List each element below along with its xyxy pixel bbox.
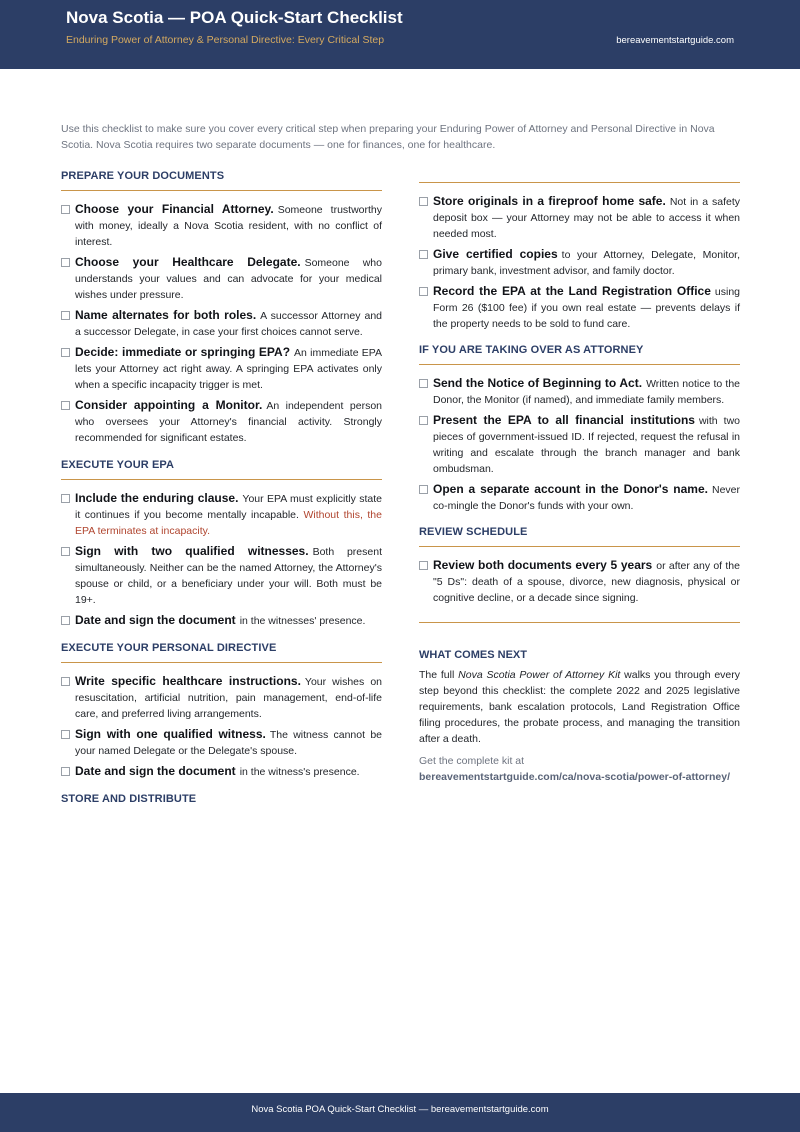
- page-title: Nova Scotia — POA Quick-Start Checklist: [66, 8, 403, 27]
- checklist-item-text: Both present simultaneously. Neither can be the named Attorney, the Attorney's spouse or child, or a beneficiary under your will. Both must be 19+.: [75, 546, 382, 606]
- checklist-item: [419, 412, 740, 477]
- checklist-item: [419, 283, 740, 332]
- right-column: [419, 170, 740, 785]
- checkbox-icon[interactable]: [61, 311, 70, 320]
- checklist-item-heading: Include the enduring clause.: [75, 491, 239, 505]
- next-body: [419, 667, 740, 747]
- checkbox-icon[interactable]: [61, 348, 70, 357]
- checklist-item-text: Written notice to the Donor, the Monitor (if named), and immediate family members.: [433, 378, 740, 406]
- kit-label: Get the complete kit at: [419, 755, 525, 767]
- checkbox-icon[interactable]: [61, 258, 70, 267]
- next-body-post: walks you through every step beyond this checklist: the complete 2022 and 2025 legislative requirements, bank escalation protocols, Land Registration Office filing procedures, the probate process, and managing the transition after a death.: [419, 669, 741, 745]
- checklist-item-heading: Choose your Healthcare Delegate.: [75, 255, 301, 269]
- checkbox-icon[interactable]: [419, 416, 428, 425]
- checklist-item-heading: Record the EPA at the Land Registration Office: [433, 284, 711, 298]
- checklist-item: [61, 673, 382, 722]
- section-title-next: WHAT COMES NEXT: [419, 649, 527, 661]
- checklist-store: [419, 193, 740, 332]
- section-title-prepare: PREPARE YOUR DOCUMENTS: [61, 170, 225, 182]
- footer-text: Nova Scotia POA Quick-Start Checklist — bereavementstartguide.com: [251, 1104, 549, 1115]
- checklist-item-heading: Give certified copies: [433, 247, 558, 261]
- checklist-item-heading: Date and sign the document: [75, 764, 236, 778]
- checkbox-icon[interactable]: [61, 401, 70, 410]
- checklist-item-heading: Present the EPA to all financial institutions: [433, 413, 695, 427]
- checklist-item-text: with two pieces of government-issued ID. If rejected, request the refusal in writing and escalate through the branch manager and bank ombudsman.: [433, 415, 740, 475]
- checklist-item-text: An independent person who oversees your Attorney's financial activity. Strongly recommended for significant estates.: [75, 400, 382, 444]
- checklist-item: [419, 375, 740, 408]
- checkbox-icon[interactable]: [419, 379, 428, 388]
- checklist-item: [61, 307, 382, 340]
- page-subtitle: Enduring Power of Attorney & Personal Directive: Every Critical Step: [66, 34, 385, 46]
- checklist-item-text: Your EPA must explicitly state it continues if you become mentally incapable.: [75, 493, 383, 521]
- intro-paragraph: Use this checklist to make sure you cover every critical step when preparing your Enduring Power of Attorney and Personal Directive in Nova Scotia. Nova Scotia requires two separate documents — one for finances, one for healthcare.: [61, 123, 715, 151]
- next-divider: [419, 622, 740, 623]
- kit-name: Nova Scotia Power of Attorney Kit: [458, 669, 621, 681]
- checklist-item-heading: Open a separate account in the Donor's name.: [433, 482, 708, 496]
- checklist-item-heading: Sign with two qualified witnesses.: [75, 544, 309, 558]
- section-divider: [61, 479, 382, 480]
- checklist-item-text: using Form 26 ($100 fee) if you own real estate — prevents delays if the property needs to be sold to fund care.: [433, 286, 740, 330]
- checklist-item: [61, 490, 382, 539]
- checklist-item-text: Your wishes on resuscitation, artificial nutrition, pain management, end-of-life care, and preferred living arrangements.: [75, 676, 382, 720]
- checklist-item-heading: Sign with one qualified witness.: [75, 727, 266, 741]
- page-header: [0, 0, 800, 69]
- checklist-item-text: Someone who understands your values and can advocate for your medical wishes under pressure.: [75, 257, 382, 301]
- checklist-item-heading: Store originals in a fireproof home safe.: [433, 194, 666, 208]
- section-title-store: STORE AND DISTRIBUTE: [61, 793, 197, 805]
- checkbox-icon[interactable]: [419, 250, 428, 259]
- checklist-item-text: Not in a safety deposit box — your Attorney may not be able to access it when needed most.: [433, 196, 740, 240]
- section-title-execute-pd: EXECUTE YOUR PERSONAL DIRECTIVE: [61, 642, 277, 654]
- checkbox-icon[interactable]: [61, 677, 70, 686]
- checklist-item-heading: Choose your Financial Attorney.: [75, 202, 274, 216]
- next-body-pre: The full: [419, 669, 455, 681]
- checklist-item: [61, 726, 382, 759]
- checklist-item: [61, 612, 382, 629]
- checklist-item-heading: Review both documents every 5 years: [433, 558, 653, 572]
- checklist-review: [419, 557, 740, 606]
- checklist-item-heading: Name alternates for both roles.: [75, 308, 257, 322]
- section-title-taking-over: IF YOU ARE TAKING OVER AS ATTORNEY: [419, 344, 644, 356]
- checklist-item: [61, 397, 382, 446]
- checkbox-icon[interactable]: [419, 197, 428, 206]
- checkbox-icon[interactable]: [61, 767, 70, 776]
- checkbox-icon[interactable]: [61, 616, 70, 625]
- checklist-item: [61, 254, 382, 303]
- section-divider: [419, 182, 740, 183]
- left-column: [61, 170, 382, 805]
- checklist-item-heading: Decide: immediate or springing EPA?: [75, 345, 291, 359]
- checkbox-icon[interactable]: [61, 730, 70, 739]
- checkbox-icon[interactable]: [61, 547, 70, 556]
- checklist-item: [61, 344, 382, 393]
- section-title-review: REVIEW SCHEDULE: [419, 526, 528, 538]
- checkbox-icon[interactable]: [419, 561, 428, 570]
- checklist-execute-pd: [61, 673, 382, 780]
- section-divider: [419, 364, 740, 365]
- checklist-item-text: in the witnesses' presence.: [239, 615, 366, 627]
- checklist-taking-over: [419, 375, 740, 514]
- checkbox-icon[interactable]: [61, 205, 70, 214]
- checkbox-icon[interactable]: [419, 287, 428, 296]
- checklist-item: [61, 201, 382, 250]
- section-divider: [61, 662, 382, 663]
- checklist-item-text: to your Attorney, Delegate, Monitor, primary bank, investment advisor, and family doctor.: [433, 249, 740, 277]
- header-site-link[interactable]: bereavementstartguide.com: [616, 35, 734, 46]
- checklist-item-heading: Consider appointing a Monitor.: [75, 398, 263, 412]
- section-title-execute-epa: EXECUTE YOUR EPA: [61, 459, 175, 471]
- checklist-item-text: Never co-mingle the Donor's funds with your own.: [433, 484, 740, 512]
- checklist-item: [61, 763, 382, 780]
- checklist-item-heading: Date and sign the document: [75, 613, 236, 627]
- checklist-item-text: The witness cannot be your named Delegate or the Delegate's spouse.: [75, 729, 382, 757]
- page-footer: [0, 1093, 800, 1132]
- checklist-item-text: A successor Attorney and a successor Delegate, in case your first choices cannot serve.: [75, 310, 382, 338]
- checkbox-icon[interactable]: [61, 494, 70, 503]
- checklist-prepare: [61, 201, 382, 446]
- checklist-item-text: in the witness's presence.: [239, 766, 360, 778]
- checkbox-icon[interactable]: [419, 485, 428, 494]
- checklist-item: [419, 557, 740, 606]
- checklist-item: [419, 193, 740, 242]
- kit-link[interactable]: bereavementstartguide.com/ca/nova-scotia/power-of-attorney/: [419, 771, 730, 783]
- checklist-execute-epa: [61, 490, 382, 629]
- checklist-item-warning: Without this, the EPA terminates at incapacity.: [75, 509, 382, 537]
- checklist-item-text: Someone trustworthy with money, ideally a Nova Scotia resident, with no conflict of interest.: [75, 204, 383, 248]
- checklist-item-text: An immediate EPA lets your Attorney act right away. A springing EPA activates only when a specific incapacity trigger is met.: [75, 347, 382, 391]
- checklist-item-heading: Send the Notice of Beginning to Act.: [433, 376, 643, 390]
- checklist-item-heading: Write specific healthcare instructions.: [75, 674, 301, 688]
- section-divider: [61, 190, 382, 191]
- checklist-item: [419, 481, 740, 514]
- section-divider: [419, 546, 740, 547]
- checklist-item: [61, 543, 382, 608]
- checklist-item-text: or after any of the "5 Ds": death of a spouse, divorce, new diagnosis, physical or cognitive decline, or a decade since signing.: [433, 560, 740, 604]
- checklist-item: [419, 246, 740, 279]
